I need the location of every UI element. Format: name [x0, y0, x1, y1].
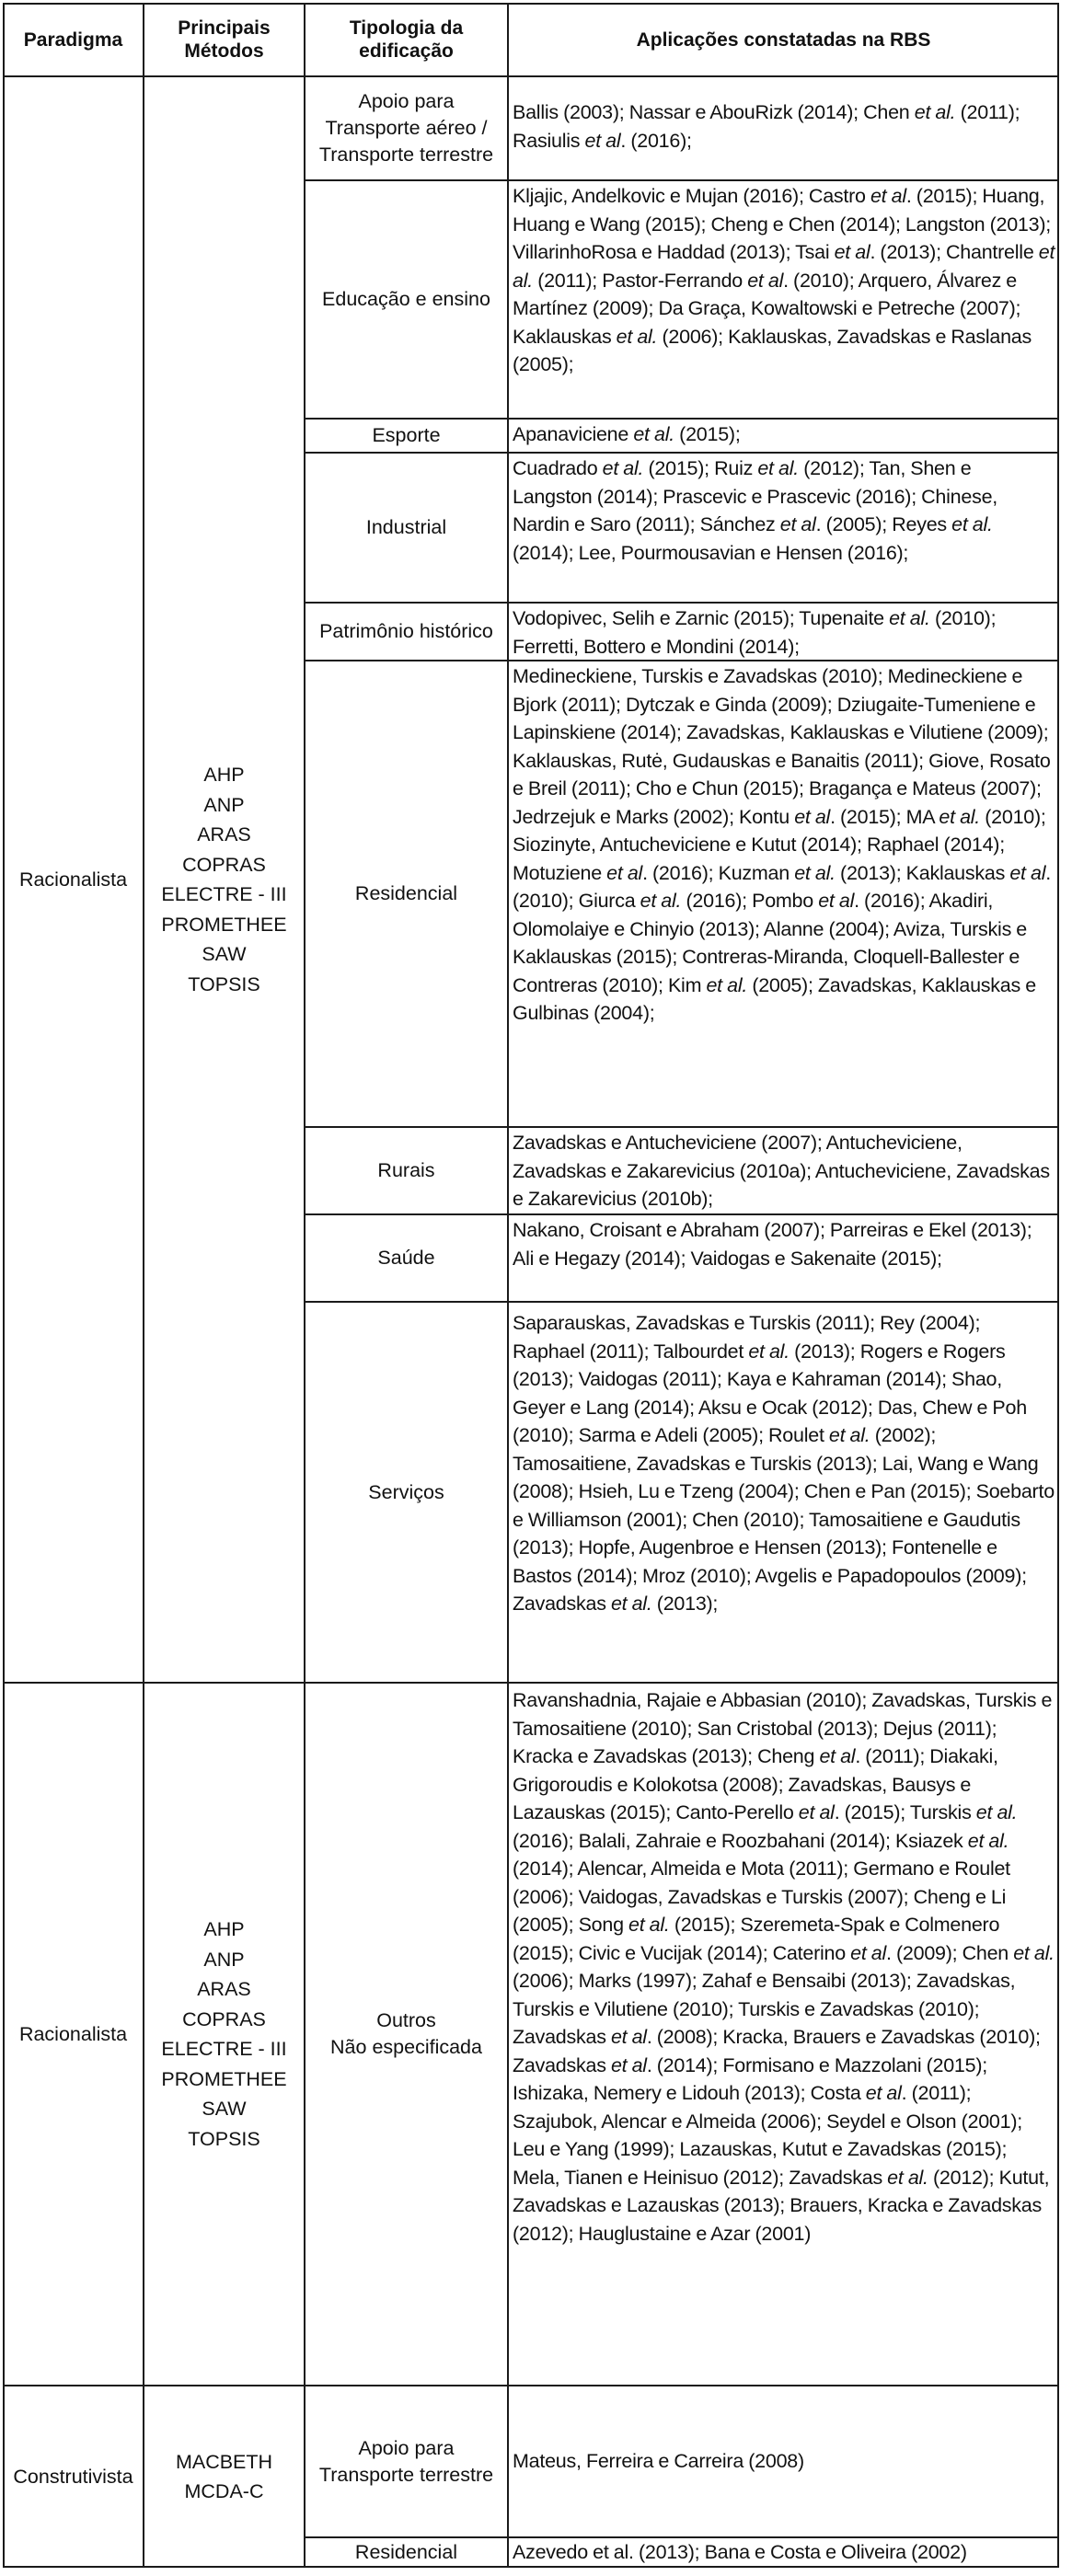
- reference-et-al: et al.: [610, 1593, 652, 1615]
- method-item: ELECTRE - III: [161, 2038, 287, 2060]
- method-item: AHP: [203, 1918, 245, 1940]
- section2-paradigm-text: Racionalista: [18, 2022, 128, 2045]
- header-tipologia: [305, 3, 508, 76]
- reference-et-al: et al: [865, 2082, 902, 2104]
- method-item: ANP: [203, 793, 245, 816]
- reference-text: [513, 2541, 967, 2563]
- typology-outros: [305, 1683, 508, 2386]
- reference-text: [513, 423, 741, 445]
- reference-et-al: et al.: [889, 607, 930, 629]
- typology-line: Apoio para: [358, 90, 455, 112]
- typology-line: Industrial: [365, 516, 447, 538]
- reference-et-al: et al: [798, 1801, 835, 1823]
- method-item: MCDA-C: [184, 2480, 264, 2502]
- refs-cell: [508, 419, 1059, 453]
- reference-run: . (2016); Kuzman: [642, 861, 795, 884]
- reference-et-al: et al: [819, 1745, 856, 1767]
- header-divider: [3, 75, 1059, 77]
- reference-run: (2015); Ruiz: [643, 457, 758, 479]
- table-border: [1057, 3, 1059, 2568]
- reference-run: (2014); Lee, Pourmousavian e Hensen (2016);: [513, 541, 909, 564]
- reference-et-al: et al.: [914, 101, 956, 123]
- reference-et-al: et al: [834, 241, 870, 263]
- reference-text: [513, 1219, 1032, 1270]
- typology-line: Transporte terrestre: [318, 144, 494, 166]
- reference-text: [513, 2447, 804, 2476]
- reference-run: . (2016); Akadiri, Olomolaiye e Chinyio (2013); Alanne (2004); Aviza, Turskis e Kaklauskas (2015); Contreras-Miranda, Cloquell-Ballester e Contreras (2010); Kim: [513, 890, 1028, 996]
- method-item: SAW: [202, 943, 247, 965]
- header-tipologia-line1: Tipologia da: [349, 17, 464, 39]
- column-divider: [507, 3, 509, 2568]
- reference-et-al: et al.: [628, 1914, 670, 1936]
- reference-et-al: et al: [610, 2053, 647, 2076]
- reference-et-al: et al: [870, 185, 906, 207]
- header-paradigma: [3, 3, 144, 76]
- reference-et-al: et al: [584, 129, 621, 152]
- reference-et-al: et al.: [748, 1340, 790, 1363]
- refs-cell: [508, 1214, 1059, 1302]
- table-border: [3, 3, 5, 2568]
- reference-run: . (2015); Turskis: [834, 1801, 976, 1823]
- method-item: ARAS: [197, 1978, 251, 2000]
- reference-run: . (2011); Szajubok, Alencar e Almeida (2006); Seydel e Olson (2001); Leu e Yang (1999); Lazauskas, Kutut e Zavadskas (2015); Mela, Tianen e Heinisuo (2012); Zavadskas: [513, 2082, 1022, 2189]
- reference-run: . (2013); Chantrelle: [870, 241, 1039, 263]
- reference-et-al: et al.: [616, 325, 658, 348]
- reference-run: . (2014); Formisano e Mazzolani (2015); Ishizaka, Nemery e Lidouh (2013); Costa: [513, 2053, 987, 2104]
- header-paradigma-text: Paradigma: [23, 29, 123, 51]
- reference-run: (2011); Rasiulis: [513, 101, 1020, 152]
- reference-et-al: et al.: [706, 973, 748, 996]
- reference-run: (2010); Ferretti, Bottero e Mondini (2014);: [513, 607, 997, 658]
- section-divider: [3, 1682, 1059, 1684]
- typology-servicos: [305, 1302, 508, 1683]
- typology-apoio-terrestre: [305, 2386, 508, 2537]
- typology-residencial: [305, 661, 508, 1127]
- reference-et-al: et al: [779, 513, 816, 535]
- refs-cell: [508, 661, 1059, 1127]
- reference-run: . (2016);: [620, 129, 692, 152]
- method-item: TOPSIS: [188, 2127, 260, 2150]
- method-item: COPRAS: [182, 2007, 266, 2030]
- reference-et-al: et al.: [939, 805, 981, 828]
- table-border: [3, 3, 1059, 5]
- row-divider: [304, 1213, 1059, 1215]
- reference-run: . (2011); Diakaki, Grigoroudis e Kolokotsa (2008); Zavadskas, Bausys e Lazauskas (2015); Canto-Perello: [513, 1745, 998, 1823]
- reference-text: [513, 665, 1051, 1024]
- typology-industrial: [305, 453, 508, 603]
- reference-text: [513, 457, 997, 564]
- reference-run: (2006); Marks (1997); Zahaf e Bensaibi (2013); Zavadskas, Turskis e Vilutiene (2010); Turskis e Zavadskas (2010); Zavadskas: [513, 1970, 1016, 2048]
- reference-text: [513, 101, 1020, 152]
- typology-educacao: [305, 180, 508, 419]
- typology-line: Residencial: [354, 882, 458, 904]
- reference-run: . (2010); Giurca: [513, 861, 1051, 912]
- typology-saude: [305, 1214, 508, 1302]
- typology-line: Residencial: [354, 2541, 458, 2563]
- reference-run: . (2005); Reyes: [815, 513, 952, 535]
- refs-cell: [508, 76, 1059, 180]
- typology-line: Educação e ensino: [322, 288, 490, 310]
- refs-cell: [508, 1683, 1059, 2386]
- typology-line: Serviços: [368, 1480, 444, 1503]
- reference-et-al: et al: [818, 890, 855, 912]
- refs-cell: [508, 453, 1059, 603]
- reference-run: . (2015); MA: [830, 805, 939, 828]
- typology-line: Outros: [376, 2009, 436, 2031]
- reference-run: . (2010); Arquero, Álvarez e Martínez (2009); Da Graça, Kowaltowski e Petreche (2007); Kaklauskas: [513, 269, 1021, 348]
- section1-paradigm-text: Racionalista: [18, 868, 128, 891]
- row-divider: [304, 179, 1059, 181]
- typology-line: Transporte terrestre: [318, 2463, 494, 2486]
- typology-line: Esporte: [372, 424, 441, 446]
- section3-paradigm-text: Construtivista: [13, 2465, 133, 2488]
- header-metodos: [144, 3, 305, 76]
- method-item: PROMETHEE: [161, 2067, 287, 2090]
- reference-run: Medineckiene, Turskis e Zavadskas (2010); Medineckiene e Bjork (2011); Dytczak e Ginda (2009); Dziugaite-Tumeniene e Lapinskiene (2014); Zavadskas, Kaklauskas e Vilutiene (2009); Kaklauskas, Rutė, Gudauskas e Banaitis (2011); Giove, Rosato e Breil (2011); Cho e Chun (2015); Bragança e Mateus (2007); Jedrzejuk e Marks (2002); Kontu: [513, 665, 1051, 828]
- reference-et-al: et al.: [513, 241, 1055, 292]
- typology-line: Patrimônio histórico: [319, 620, 493, 642]
- method-item: ANP: [203, 1948, 245, 1971]
- method-item: TOPSIS: [188, 972, 260, 995]
- typology-residencial-2: [305, 2537, 508, 2568]
- reference-text: [513, 1689, 1055, 2245]
- reference-run: Apanaviciene: [513, 423, 634, 445]
- method-item: SAW: [202, 2098, 247, 2120]
- typology-line: Apoio para: [358, 2436, 455, 2459]
- section3-paradigm: [3, 2386, 144, 2568]
- row-divider: [304, 602, 1059, 604]
- refs-cell: [508, 2537, 1059, 2568]
- reference-run: Nakano, Croisant e Abraham (2007); Parreiras e Ekel (2013); Ali e Hegazy (2014); Vaidogas e Sakenaite (2015);: [513, 1219, 1032, 1270]
- method-item: PROMETHEE: [161, 913, 287, 936]
- reference-run: Kljajic, Andelkovic e Mujan (2016); Castro: [513, 185, 870, 207]
- row-divider: [304, 1301, 1059, 1303]
- reference-run: (2016); Pombo: [681, 890, 819, 912]
- method-item: MACBETH: [175, 2450, 273, 2473]
- typology-patrimonio: [305, 603, 508, 661]
- references-table: [3, 3, 1059, 2568]
- row-divider: [304, 452, 1059, 454]
- reference-et-al: et al: [850, 1941, 887, 1964]
- column-divider: [304, 3, 305, 2568]
- reference-run: . (2009); Chen: [886, 1941, 1014, 1964]
- reference-run: (2013); Rogers e Rogers (2013); Vaidogas (2011); Kaya e Kahraman (2014); Shao, Geyer e Lang (2014); Aksu e Ocak (2012); Das, Chew e Poh (2010); Sarma e Adeli (2005); Roulet: [513, 1340, 1027, 1446]
- row-divider: [304, 1126, 1059, 1128]
- reference-run: Mateus, Ferreira e Carreira (2008): [513, 2450, 804, 2473]
- header-aplicacoes: [508, 3, 1059, 76]
- method-item: ARAS: [197, 823, 251, 845]
- reference-run: (2015);: [674, 423, 741, 445]
- reference-et-al: et al: [610, 2026, 647, 2048]
- reference-et-al: et al.: [640, 890, 682, 912]
- reference-run: Ballis (2003); Nassar e AbouRizk (2014); Chen: [513, 101, 915, 123]
- reference-run: Ravanshadnia, Rajaie e Abbasian (2010); Zavadskas, Turskis e Tamosaitiene (2010); San Cristobal (2013); Dejus (2011); Kracka e Zavadskas (2013); Cheng: [513, 1689, 1053, 1767]
- typology-line: Não especificada: [330, 2036, 482, 2058]
- section3-methods: [144, 2386, 305, 2568]
- reference-et-al: et al: [794, 805, 831, 828]
- refs-cell: [508, 1127, 1059, 1214]
- reference-text: [513, 607, 996, 658]
- reference-text: [513, 1312, 1055, 1615]
- reference-run: (2013);: [651, 1593, 719, 1615]
- section2-methods: [144, 1683, 305, 2386]
- reference-et-al: et al.: [794, 861, 836, 884]
- refs-cell: [508, 1302, 1059, 1683]
- reference-et-al: et al.: [1013, 1941, 1055, 1964]
- reference-run: (2005); Zavadskas, Kaklauskas e Gulbinas (2004);: [513, 973, 1036, 1024]
- column-divider: [143, 3, 144, 2568]
- reference-run: (2016); Balali, Zahraie e Roozbahani (2014); Ksiazek: [513, 1829, 968, 1852]
- header-aplicacoes-text: Aplicações constatadas na RBS: [636, 29, 931, 51]
- reference-et-al: et al: [747, 269, 784, 292]
- reference-run: Cuadrado: [513, 457, 603, 479]
- section1-methods: [144, 76, 305, 1683]
- reference-run: . (2015); Huang, Huang e Wang (2015); Cheng e Chen (2014); Langston (2013); VillarinhoRosa e Haddad (2013); Tsai: [513, 185, 1051, 263]
- reference-et-al: et al.: [967, 1829, 1009, 1852]
- reference-et-al: et al: [606, 861, 643, 884]
- reference-text: [513, 185, 1055, 375]
- section-divider: [3, 2385, 1059, 2386]
- refs-cell: [508, 2386, 1059, 2537]
- reference-run: (2010); Siozinyte, Antucheviciene e Kutut (2014); Raphael (2014); Motuziene: [513, 805, 1046, 884]
- header-metodos-line1: Principais: [178, 17, 271, 39]
- reference-et-al: et al.: [633, 423, 674, 445]
- method-item: AHP: [203, 764, 245, 786]
- typology-line: Saúde: [377, 1247, 435, 1269]
- row-divider: [304, 2536, 1059, 2538]
- reference-run: (2015); Szeremeta-Spak e Colmenero (2015); Civic e Vucijak (2014); Caterino: [513, 1914, 1000, 1964]
- method-item: COPRAS: [182, 853, 266, 876]
- reference-et-al: et al.: [828, 1424, 870, 1446]
- reference-et-al: et al: [1009, 861, 1046, 884]
- reference-et-al: et al.: [951, 513, 993, 535]
- reference-run: (2011); Pastor-Ferrando: [532, 269, 748, 292]
- section2-paradigm: [3, 1683, 144, 2386]
- reference-et-al: et al.: [975, 1801, 1018, 1823]
- row-divider: [304, 418, 1059, 420]
- reference-run: (2012); Tan, Shen e Langston (2014); Prascevic e Prascevic (2016); Chinese, Nardin e Saro (2011); Sánchez: [513, 457, 997, 535]
- reference-text: [513, 1132, 1050, 1210]
- reference-run: (2006); Kaklauskas, Zavadskas e Raslanas (2005);: [513, 325, 1032, 375]
- section1-paradigm: [3, 76, 144, 1683]
- method-item: ELECTRE - III: [161, 883, 287, 905]
- header-metodos-line2: Métodos: [184, 40, 264, 62]
- reference-run: Azevedo et al. (2013); Bana e Costa e Oliveira (2002): [513, 2541, 967, 2563]
- reference-et-al: et al.: [757, 457, 799, 479]
- reference-run: Vodopivec, Selih e Zarnic (2015); Tupenaite: [513, 607, 890, 629]
- reference-run: (2002); Tamosaitiene, Zavadskas e Turskis (2013); Lai, Wang e Wang (2008); Hsieh, Lu e Tzeng (2004); Chen e Pan (2015); Soebarto e Williamson (2001); Chen (2010); Tamosaitiene e Gaudutis (2013); Hopfe, Augenbroe e Hensen (2013); Fontenelle e Bastos (2014); Mroz (2010); Avgelis e Papadopoulos (2009); Zavadskas: [513, 1424, 1055, 1615]
- refs-cell: [508, 180, 1059, 419]
- reference-run: . (2008); Kracka, Brauers e Zavadskas (2010); Zavadskas: [513, 2026, 1041, 2076]
- reference-et-al: et al.: [602, 457, 644, 479]
- typology-esporte: [305, 419, 508, 453]
- reference-et-al: et al.: [887, 2166, 928, 2189]
- typology-line: Transporte aéreo /: [325, 117, 488, 139]
- refs-cell: [508, 603, 1059, 661]
- row-divider: [304, 660, 1059, 661]
- reference-run: (2014); Alencar, Almeida e Mota (2011); Germano e Roulet (2006); Vaidogas, Zavadskas e Turskis (2007); Cheng e Li (2005); Song: [513, 1857, 1010, 1936]
- typology-line: Rurais: [377, 1159, 435, 1181]
- reference-run: (2012); Kutut, Zavadskas e Lazauskas (2013); Brauers, Kracka e Zavadskas (2012); Hauglustaine e Azar (2001): [513, 2166, 1050, 2245]
- reference-run: Zavadskas e Antucheviciene (2007); Antucheviciene, Zavadskas e Zakarevicius (2010a); Antucheviciene, Zavadskas e Zakarevicius (2010b);: [513, 1132, 1050, 1210]
- reference-run: Saparauskas, Zavadskas e Turskis (2011); Rey (2004); Raphael (2011); Talbourdet: [513, 1312, 981, 1363]
- reference-run: (2013); Kaklauskas: [835, 861, 1010, 884]
- table-border: [3, 2566, 1059, 2568]
- typology-apoio-transporte: [305, 76, 508, 180]
- typology-rurais: [305, 1127, 508, 1214]
- header-tipologia-line2: edificação: [359, 40, 454, 62]
